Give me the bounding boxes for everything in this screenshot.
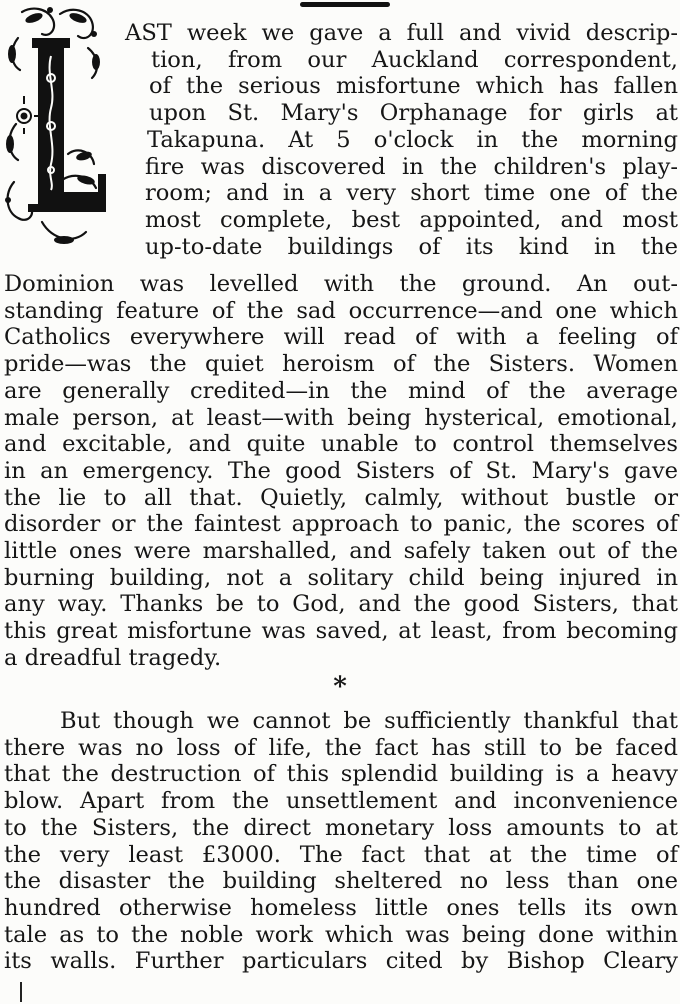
text-line: tale as to the noble work which was being done within [4, 921, 678, 948]
text-line: fire was discovered in the children's play- [145, 153, 678, 180]
text-line: Catholics everywhere will read of with a feeling of [4, 324, 678, 351]
text-line: standing feature of the sad occurrence—and one which [4, 297, 678, 324]
text-line: of the serious misfortune which has fallen [149, 73, 678, 100]
text-line: little ones were marshalled, and safely taken out of the [4, 538, 678, 565]
text-line: AST week we gave a full and vivid descrip- [125, 20, 678, 46]
text-line: a dreadful tragedy. [4, 644, 222, 671]
text-line: that the destruction of this splendid building is a heavy [4, 761, 678, 788]
margin-mark [20, 982, 22, 1002]
text-line: up-to-date buildings of its kind in the [145, 233, 678, 260]
text-line: its walls. Further particulars cited by Bishop Cleary [4, 948, 678, 975]
text-line: the lie to all that. Quietly, calmly, without bustle or [4, 484, 678, 511]
text-line: the very least £3000. The fact that at the time of [4, 841, 678, 868]
top-divider-rule [300, 2, 390, 7]
text-line: pride—was the quiet heroism of the Sisters. Women [4, 351, 678, 378]
text-line: this great misfortune was saved, at least, from becoming [4, 618, 678, 645]
text-line: there was no loss of life, the fact has still to be faced [4, 734, 678, 761]
text-line: upon St. Mary's Orphanage for girls at [149, 100, 678, 127]
paragraph-two [4, 708, 678, 975]
paragraph-one-full-lines [4, 271, 678, 672]
text-line: Dominion was levelled with the ground. An out- [4, 271, 678, 297]
text-line: most complete, best appointed, and most [145, 206, 678, 233]
text-line: to the Sisters, the direct monetary loss amounts to at [4, 814, 678, 841]
text-line: hundred otherwise homeless little ones tells its own [4, 894, 678, 921]
text-line: blow. Apart from the unsettlement and inconvenience [4, 788, 678, 815]
text-line: are generally credited—in the mind of the average [4, 377, 678, 404]
text-line: tion, from our Auckland correspondent, [151, 46, 678, 73]
text-line: the disaster the building sheltered no less than one [4, 868, 678, 895]
text-line: room; and in a very short time one of the [145, 180, 678, 207]
text-line: in an emergency. The good Sisters of St. Mary's gave [4, 457, 678, 484]
section-separator-asterisk: * [333, 672, 347, 702]
text-line: disorder or the faintest approach to panic, the scores of [4, 511, 678, 538]
text-line: and excitable, and quite unable to control themselves [4, 431, 678, 458]
text-line: male person, at least—with being hysterical, emotional, [4, 404, 678, 431]
text-line: any way. Thanks be to God, and the good Sisters, that [4, 591, 678, 618]
text-line: burning building, not a solitary child being injured in [4, 564, 678, 591]
floral-initial-l-icon [2, 4, 106, 250]
paragraph-one-drop-lines [125, 20, 678, 260]
text-line: Takapuna. At 5 o'clock in the morning [147, 126, 678, 153]
text-line: But though we cannot be sufficiently thankful that [60, 708, 678, 734]
ornamental-drop-cap [2, 4, 106, 250]
